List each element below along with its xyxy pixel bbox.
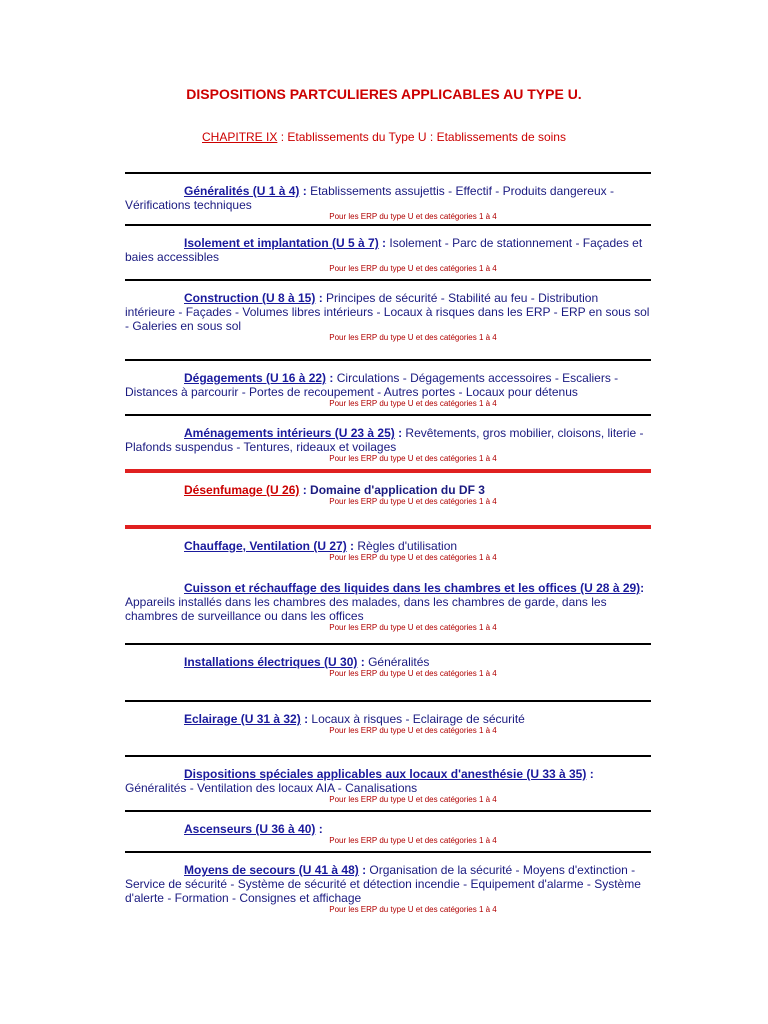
divider-red [125,469,651,483]
section-item: Aménagements intérieurs (U 23 à 25) : Revêtements, gros mobilier, cloisons, literie - Plafonds suspendus - Tentures, rideaux et voilages Pour les ERP du type U et des catégories 1 à 4 [125,426,651,469]
divider [125,643,651,655]
section-link[interactable]: Construction (U 8 à 15) [184,291,316,305]
section-item: Moyens de secours (U 41 à 48) : Organisation de la sécurité - Moyens d'extinction - Service de sécurité - Système de sécurité et détection incendie - Equipement d'alarme - Système d'alerte - Formation - Consignes et affichage Pour les ERP du type U et des catégories 1 à 4 [125,863,651,923]
section-link[interactable]: Aménagements intérieurs (U 23 à 25) [184,426,395,440]
section-list [125,172,651,923]
section-link[interactable]: Désenfumage (U 26) [184,483,300,497]
section-note: Pour les ERP du type U et des catégories 1 à 4 [329,623,497,632]
section-item: Eclairage (U 31 à 32) : Locaux à risques - Eclairage de sécurité Pour les ERP du type U et des catégories 1 à 4 [125,712,651,755]
section-note: Pour les ERP du type U et des catégories 1 à 4 [329,399,497,408]
divider [125,755,651,767]
section-description: Domaine d'application du DF 3 [310,483,485,497]
section-item: Généralités (U 1 à 4) : Etablissements assujettis - Effectif - Produits dangereux - Vérifications techniques Pour les ERP du type U et des catégories 1 à 4 [125,184,651,224]
section-note: Pour les ERP du type U et des catégories 1 à 4 [329,497,497,506]
section-note: Pour les ERP du type U et des catégories 1 à 4 [329,333,497,342]
section-note: Pour les ERP du type U et des catégories 1 à 4 [329,836,497,845]
section-description: Organisation de la sécurité - Moyens d'extinction - Service de sécurité - Système de sécurité et détection incendie - Equipement d'alarme - Système d'alerte - Formation - Consignes et affichage [125,863,641,905]
section-description: Généralités [368,655,430,669]
divider [125,172,651,184]
divider [125,279,651,291]
chapter-link[interactable]: CHAPITRE IX [202,130,278,144]
section-note: Pour les ERP du type U et des catégories 1 à 4 [329,212,497,221]
section-item: Isolement et implantation (U 5 à 7) : Isolement - Parc de stationnement - Façades et baies accessibles Pour les ERP du type U et des catégories 1 à 4 [125,236,651,279]
section-item: Ascenseurs (U 36 à 40) : Pour les ERP du type U et des catégories 1 à 4 [125,822,651,851]
section-description: Généralités - Ventilation des locaux AIA - Canalisations [125,781,418,795]
section-item: Désenfumage (U 26) : Domaine d'application du DF 3 Pour les ERP du type U et des catégories 1 à 4 [125,483,651,525]
section-link[interactable]: Installations électriques (U 30) [184,655,358,669]
section-link[interactable]: Eclairage (U 31 à 32) [184,712,301,726]
section-note: Pour les ERP du type U et des catégories 1 à 4 [329,726,497,735]
chapter-line [0,130,768,144]
section-link[interactable]: Dispositions spéciales applicables aux locaux d'anesthésie (U 33 à 35) [184,767,587,781]
section-item: Chauffage, Ventilation (U 27) : Règles d'utilisation Pour les ERP du type U et des catégories 1 à 4 [125,539,651,581]
section-description: Circulations - Dégagements accessoires - Escaliers - Distances à parcourir - Portes de recoupement - Autres portes - Locaux pour détenus [125,371,619,399]
divider-red [125,525,651,539]
section-link[interactable]: Dégagements (U 16 à 22) [184,371,327,385]
section-link[interactable]: Ascenseurs (U 36 à 40) [184,822,316,836]
divider [125,414,651,426]
section-description: Locaux à risques - Eclairage de sécurité [311,712,525,726]
divider [125,810,651,822]
section-note: Pour les ERP du type U et des catégories 1 à 4 [329,553,497,562]
divider [125,700,651,712]
section-item: Dispositions spéciales applicables aux locaux d'anesthésie (U 33 à 35) : Généralités - Ventilation des locaux AIA - Canalisations Pour les ERP du type U et des catégories 1 à 4 [125,767,651,810]
section-link[interactable]: Chauffage, Ventilation (U 27) [184,539,347,553]
section-item: Dégagements (U 16 à 22) : Circulations - Dégagements accessoires - Escaliers - Distances à parcourir - Portes de recoupement - Autres portes - Locaux pour détenus Pour les ERP du type U et des catégories 1 à 4 [125,371,651,414]
section-link[interactable]: Cuisson et réchauffage des liquides dans les chambres et les offices (U 28 à 29) [184,581,641,595]
section-description: Etablissements assujettis - Effectif - Produits dangereux - Vérifications techniques [125,184,614,212]
section-item: Cuisson et réchauffage des liquides dans les chambres et les offices (U 28 à 29): Appareils installés dans les chambres des malades, dans les chambres de garde, dans les chambres de surveillance ou dans les offices Pour les ERP du type U et des catégories 1 à 4 [125,581,651,643]
divider [125,851,651,863]
section-note: Pour les ERP du type U et des catégories 1 à 4 [329,905,497,914]
section-note: Pour les ERP du type U et des catégories 1 à 4 [329,795,497,804]
section-description: Règles d'utilisation [357,539,458,553]
section-description: Appareils installés dans les chambres des malades, dans les chambres de garde, dans les chambres de surveillance ou dans les offices [125,595,607,623]
divider [125,359,651,371]
section-description: Principes de sécurité - Stabilité au feu - Distribution intérieure - Façades - Volumes libres intérieurs - Locaux à risques dans les ERP - ERP en sous sol - Galeries en sous sol [125,291,650,333]
section-link[interactable]: Généralités (U 1 à 4) [184,184,300,198]
divider [125,224,651,236]
section-link[interactable]: Moyens de secours (U 41 à 48) [184,863,359,877]
section-note: Pour les ERP du type U et des catégories 1 à 4 [329,264,497,273]
section-description: Revêtements, gros mobilier, cloisons, literie - Plafonds suspendus - Tentures, rideaux et voilages [125,426,644,454]
chapter-subtitle: : Etablissements du Type U : Etablissements de soins [277,130,566,144]
section-note: Pour les ERP du type U et des catégories 1 à 4 [329,669,497,678]
document-title: DISPOSITIONS PARTCULIERES APPLICABLES AU TYPE U. [186,86,582,102]
section-link[interactable]: Isolement et implantation (U 5 à 7) [184,236,379,250]
section-item: Construction (U 8 à 15) : Principes de sécurité - Stabilité au feu - Distribution intérieure - Façades - Volumes libres intérieurs - Locaux à risques dans les ERP - ERP en sous sol - Galeries en sous sol Pour les ERP du type U et des catégories 1 à 4 [125,291,650,342]
section-description: Isolement - Parc de stationnement - Façades et baies accessibles [125,236,643,264]
section-item: Installations électriques (U 30) : Généralités Pour les ERP du type U et des catégories 1 à 4 [125,655,651,700]
section-note: Pour les ERP du type U et des catégories 1 à 4 [329,454,497,463]
